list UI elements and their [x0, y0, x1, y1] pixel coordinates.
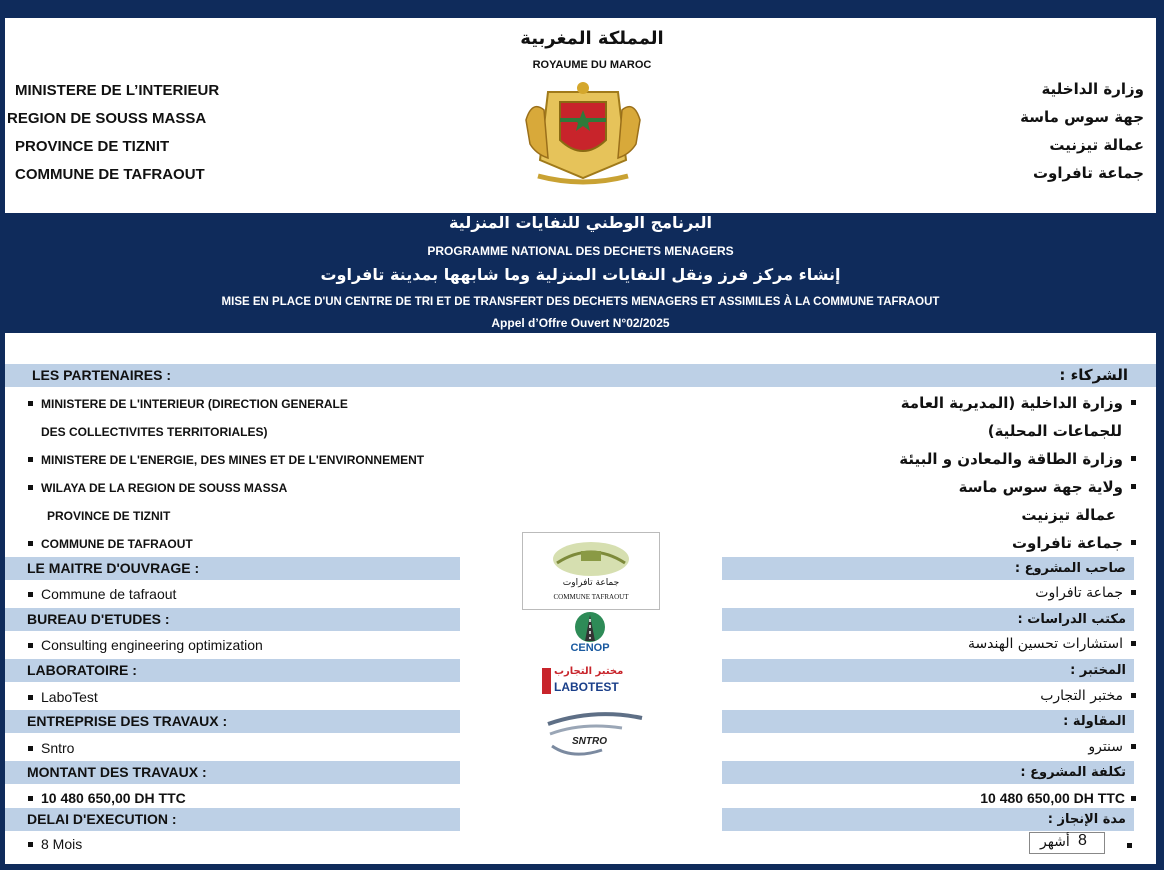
labotest-logo-text-ar: مختبر التجارب	[554, 666, 624, 677]
partner-item-fr: MINISTERE DE L'ENERGIE, DES MINES ET DE L'ENVIRONNEMENT	[28, 453, 424, 467]
section-bar-ar	[722, 761, 1134, 784]
cenop-logo	[553, 611, 627, 659]
section-label-ar: مكتب الدراسات :	[1017, 612, 1126, 627]
kingdom-title-ar: المملكة المغربية	[520, 28, 664, 49]
section-value-ar: جماعة تافراوت	[1035, 585, 1136, 601]
header-right-line: عمالة تيزنيت	[1049, 136, 1144, 154]
header-left-line: COMMUNE DE TAFRAOUT	[15, 166, 205, 183]
section-value-ar: مختبر التجارب	[1040, 688, 1136, 704]
section-bar-ar	[722, 557, 1134, 580]
duration-number-ar: 8	[1078, 832, 1087, 849]
header-right-line: جهة سوس ماسة	[1020, 108, 1144, 126]
partners-label-fr: LES PARTENAIRES :	[32, 367, 171, 383]
program-title-ar: البرنامج الوطني للنفايات المنزلية	[448, 213, 713, 232]
section-bar-fr	[5, 608, 460, 631]
header-right-line: جماعة تافراوت	[1032, 164, 1144, 182]
partner-item-ar: ولاية جهة سوس ماسة	[959, 478, 1136, 496]
project-title-fr: MISE EN PLACE D'UN CENTRE DE TRI ET DE TRANSFERT DES DECHETS MENAGERS ET ASSIMILES À LA COMMUNE TAFRAOUT	[221, 296, 940, 308]
commune-logo-text-fr: COMMUNE TAFRAOUT	[553, 593, 629, 601]
partner-item-fr: WILAYA DE LA REGION DE SOUSS MASSA	[28, 481, 287, 495]
commune-logo	[522, 532, 660, 610]
header-left-line: PROVINCE DE TIZNIT	[15, 138, 170, 155]
section-value-fr: 8 Mois	[28, 836, 82, 852]
partner-item-ar: جماعة تافراوت	[1012, 534, 1136, 552]
partner-item-ar: وزارة الداخلية (المديرية العامة	[901, 394, 1136, 412]
section-label-fr: LE MAITRE D'OUVRAGE :	[27, 560, 200, 576]
section-bar-ar	[722, 659, 1134, 682]
section-value-fr: 10 480 650,00 DH TTC	[28, 790, 186, 806]
header-left-line: MINISTERE DE L’INTERIEUR	[15, 82, 220, 99]
section-label-fr: BUREAU D'ETUDES :	[27, 611, 170, 627]
partners-label-ar: الشركاء :	[1059, 366, 1128, 384]
section-bar-fr	[5, 710, 460, 733]
section-value-fr: Commune de tafraout	[28, 586, 176, 602]
partner-item-ar: للجماعات المحلية)	[987, 422, 1122, 440]
section-label-ar: المقاولة :	[1063, 714, 1126, 729]
duration-bullet	[1127, 843, 1132, 848]
duration-unit-ar: أشهر	[1040, 834, 1070, 850]
partner-item-fr: COMMUNE DE TAFRAOUT	[28, 537, 193, 551]
section-label-fr: MONTANT DES TRAVAUX :	[27, 764, 207, 780]
section-bar-fr	[5, 761, 460, 784]
section-label-fr: DELAI D'EXECUTION :	[27, 811, 177, 827]
section-bar-fr	[5, 557, 460, 580]
section-value-ar: 10 480 650,00 DH TTC	[980, 790, 1136, 806]
program-title-fr: PROGRAMME NATIONAL DES DECHETS MENAGERS	[427, 244, 734, 258]
sntro-logo-text: SNTRO	[572, 736, 607, 747]
cenop-logo-text: CENOP	[570, 642, 610, 654]
tender-reference: Appel d’Offre Ouvert N°02/2025	[491, 316, 670, 330]
partner-item-ar: وزارة الطاقة والمعادن و البيئة	[899, 450, 1136, 468]
commune-emblem-icon	[523, 533, 659, 583]
section-bar-fr	[5, 659, 460, 682]
section-bar-ar	[722, 608, 1134, 631]
project-title-ar: إنشاء مركز فرز ونقل النفايات المنزلية وما شابهها بمدينة تافراوت	[320, 265, 841, 284]
coat-of-arms-icon	[518, 80, 648, 190]
labotest-logo-mark	[542, 668, 551, 694]
section-label-ar: صاحب المشروع :	[1014, 561, 1126, 576]
partner-item-fr: PROVINCE DE TIZNIT	[47, 509, 171, 523]
commune-logo-text-ar: جماعة تافراوت	[562, 578, 620, 588]
section-bar-ar	[722, 808, 1134, 831]
partners-bar	[5, 364, 1156, 387]
section-bar-fr	[5, 808, 460, 831]
section-value-fr: Sntro	[28, 740, 74, 756]
section-value-ar: استشارات تحسين الهندسة	[968, 636, 1136, 652]
section-value-fr: LaboTest	[28, 689, 98, 705]
section-label-fr: ENTREPRISE DES TRAVAUX :	[27, 713, 228, 729]
section-bar-ar	[722, 710, 1134, 733]
section-label-ar: المختبر :	[1070, 663, 1126, 678]
partner-item-ar: عمالة تيزنيت	[1021, 506, 1116, 524]
header-right-line: وزارة الداخلية	[1041, 80, 1144, 98]
cenop-road-icon	[565, 611, 615, 643]
labotest-logo	[540, 664, 630, 704]
section-label-fr: LABORATOIRE :	[27, 662, 137, 678]
partner-item-fr: MINISTERE DE L'INTERIEUR (DIRECTION GENERALE	[28, 397, 348, 411]
labotest-logo-text: LABOTEST	[554, 680, 619, 694]
program-banner	[5, 213, 1156, 333]
section-value-ar: سنترو	[1088, 739, 1136, 755]
partner-item-fr: DES COLLECTIVITES TERRITORIALES)	[41, 425, 268, 439]
header-left-line: REGION DE SOUSS MASSA	[7, 110, 207, 127]
kingdom-title-fr: ROYAUME DU MAROC	[532, 59, 652, 71]
section-value-fr: Consulting engineering optimization	[28, 637, 263, 653]
section-label-ar: مدة الإنجاز :	[1047, 812, 1126, 827]
section-label-ar: تكلفة المشروع :	[1020, 765, 1126, 780]
sntro-logo	[542, 710, 646, 764]
